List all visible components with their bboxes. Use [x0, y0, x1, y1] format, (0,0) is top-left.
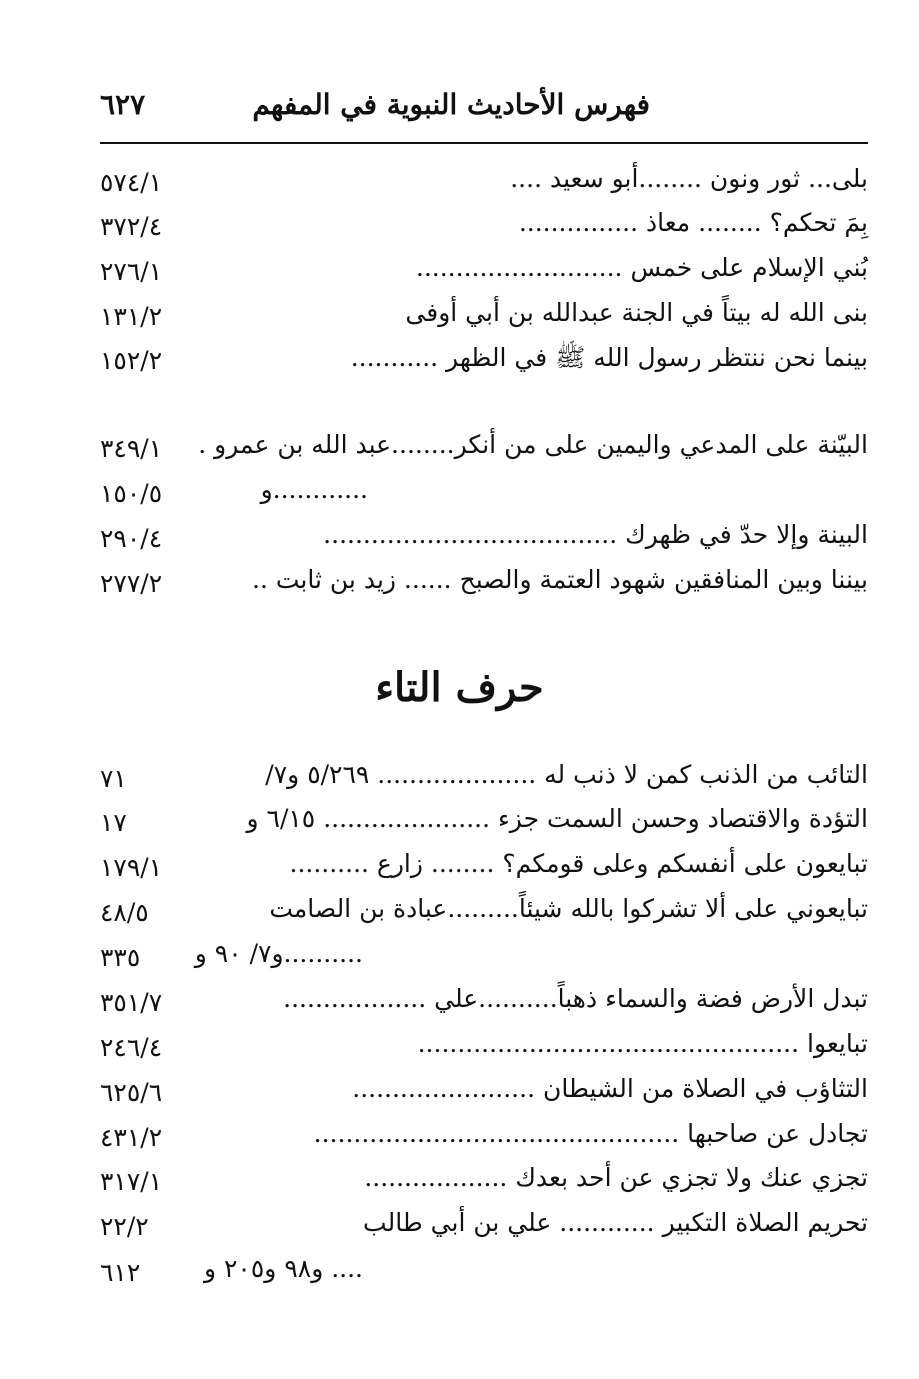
hadith-text: التؤدة والاقتصاد وحسن السمت جزء ..................... ٦/١٥ و: [246, 804, 868, 833]
index-entry: [100, 847, 868, 891]
volume-page-ref: ٦١٢: [100, 1258, 141, 1287]
volume-page-ref: ٣٣٥: [100, 943, 141, 972]
volume-page-ref: ٢٩٠/٤: [100, 524, 163, 553]
hadith-text: تبايعون على أنفسكم وعلى قومكم؟ ........ زارع ..........: [289, 849, 868, 878]
hadith-text: البيّنة على المدعي واليمين على من أنكر........عبد الله بن عمرو .: [198, 430, 868, 459]
index-entry: [100, 340, 868, 384]
index-entry: [100, 162, 868, 206]
hadith-text: بنى الله له بيتاً في الجنة عبدالله بن أبي أوفى: [405, 298, 868, 327]
volume-page-ref: ٢٧٧/٢: [100, 569, 163, 598]
index-entry: [100, 1117, 868, 1161]
volume-page-ref: ١٣١/٢: [100, 302, 163, 331]
index-entry: [100, 428, 868, 472]
hadith-text: تحريم الصلاة التكبير ............ علي بن أبي طالب: [363, 1208, 868, 1237]
index-entry: [100, 802, 868, 846]
volume-page-ref: ١٧: [100, 808, 127, 837]
volume-page-ref: ٤٨/٥: [100, 898, 149, 927]
hadith-text: التائب من الذنب كمن لا ذنب له .................... ٥/٢٦٩ و٧/: [265, 760, 868, 789]
volume-page-ref: ٧١: [100, 764, 127, 793]
volume-page-ref: ١٧٩/١: [100, 853, 163, 882]
index-entry: [100, 563, 868, 607]
index-entry: [100, 758, 868, 802]
section-heading: حرف التاء: [375, 664, 544, 711]
index-entry: [100, 1206, 868, 1250]
hadith-text: تبايعوا ................................................: [417, 1029, 868, 1058]
volume-page-ref: ٥٧٤/١: [100, 168, 163, 197]
volume-page-ref: ٢٤٦/٤: [100, 1033, 163, 1062]
volume-page-ref: ٣٤٩/١: [100, 434, 163, 463]
hadith-text: بينما نحن ننتظر رسول الله ﷺ في الظهر ...........: [350, 343, 868, 372]
volume-page-ref: ٣١٧/١: [100, 1167, 163, 1196]
volume-page-ref: ١٥٠/٥: [100, 479, 163, 508]
hadith-text: تجزي عنك ولا تجزي عن أحد بعدك ..................: [364, 1163, 868, 1192]
hadith-text: بلى... ثور ونون ........أبو سعيد ....: [510, 164, 868, 193]
hadith-text: تبدل الأرض فضة والسماء ذهباً..........علي ..................: [283, 984, 868, 1013]
continuation-text: ............و: [260, 475, 368, 504]
index-entry: [100, 296, 868, 340]
volume-page-ref: ٢٧٦/١: [100, 257, 163, 286]
index-entry: [100, 982, 868, 1026]
continuation-text: .... و٩٨ و٢٠٥ و: [203, 1254, 363, 1283]
index-entry: [100, 1027, 868, 1071]
volume-page-ref: ١٥٢/٢: [100, 346, 163, 375]
page-number: ٦٢٧: [100, 88, 146, 121]
hadith-text: البينة وإلا حدّ في ظهرك .....................................: [323, 520, 868, 549]
continuation-text: ..........و٧/ ٩٠ و: [194, 939, 363, 968]
index-entry: [100, 206, 868, 250]
hadith-text: بيننا وبين المنافقين شهود العتمة والصبح ...... زيد بن ثابت ..: [252, 565, 868, 594]
hadith-text: بِمَ تحكم؟ ........ معاذ ...............: [518, 208, 868, 237]
page-header: [100, 84, 868, 130]
index-entry-continuation: [100, 473, 868, 517]
index-entry-continuation: [100, 937, 868, 981]
index-entry: [100, 892, 868, 936]
hadith-text: التثاؤب في الصلاة من الشيطان .......................: [352, 1074, 868, 1103]
volume-page-ref: ٢٢/٢: [100, 1212, 149, 1241]
running-title: فهرس الأحاديث النبوية في المفهم: [252, 88, 650, 121]
hadith-text: تجادل عن صاحبها ..............................................: [313, 1119, 868, 1148]
index-entry: [100, 1161, 868, 1205]
volume-page-ref: ٦٢٥/٦: [100, 1078, 163, 1107]
header-divider: [100, 142, 868, 144]
index-entry: [100, 518, 868, 562]
volume-page-ref: ٣٧٢/٤: [100, 212, 163, 241]
index-entry-continuation: [100, 1252, 868, 1296]
hadith-text: بُني الإسلام على خمس ..........................: [415, 253, 868, 282]
volume-page-ref: ٣٥١/٧: [100, 988, 163, 1017]
volume-page-ref: ٤٣١/٢: [100, 1123, 163, 1152]
hadith-text: تبايعوني على ألا تشركوا بالله شيئاً.........عبادة بن الصامت: [269, 894, 868, 923]
index-entry: [100, 251, 868, 295]
index-entry: [100, 1072, 868, 1116]
